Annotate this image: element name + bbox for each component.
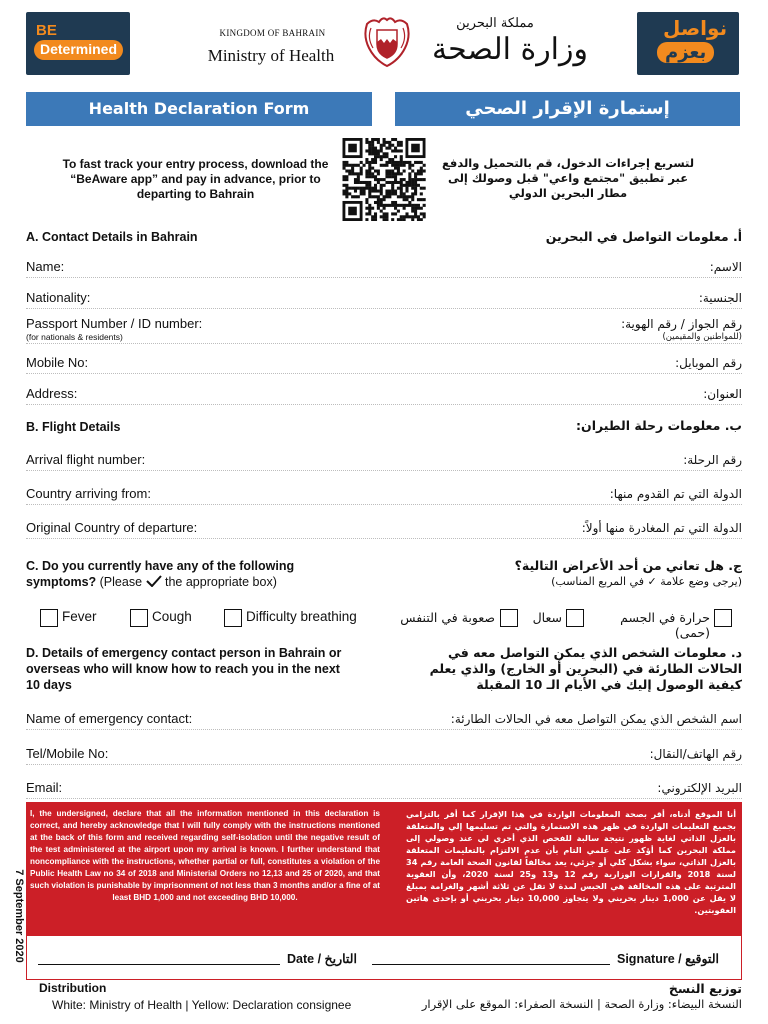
- arrival-flight-field[interactable]: [26, 451, 742, 471]
- be-logo-line1: BE: [36, 22, 57, 39]
- fever-label-en: Fever: [62, 609, 97, 624]
- be-logo-line2: Determined: [34, 40, 123, 60]
- declaration-text-ar: أنا الموقع أدناه، أقر بصحة المعلومات الواردة في هذا الإقرار كما أقر بالتزامي بجميع التعليمات الواردة في ظهر هذه الاستمارة والتي تم تسليمها إلي والمتعلقة بالعزل الذاتي لغاية ظهور نتيجة سالبة للفحص الذي أجري لي عند وصولي إلى مملكة البحرين كما أؤكد على علمي التام بأن عدم الالتزام بالتعليمات المتعلقة بالعزل الذاتي، سواء بشكل كلي أو جزئي، يعد مخالفاً لقانون الصحة العامة رقم 34 لسنة 2018 والقرارات الوزارية رقم 12 و13 و25 لسنة 2020، وأن العقوبة المترتبة على هذه المخالفة هي الحبس لمدة لا تقل عن ثلاثة أشهر والغرامة بمبلغ لا يقل عن 1,000 دينار بحريني ولا يتجاوز 10,000 دينار بحريني أو بإحدى هاتين العقوبتين.: [406, 809, 736, 915]
- emergency-tel-label-en: Tel/Mobile No:: [26, 746, 109, 761]
- arrival-flight-label-en: Arrival flight number:: [26, 452, 146, 467]
- address-field[interactable]: [26, 385, 742, 405]
- emergency-name-field[interactable]: [26, 710, 742, 730]
- mobile-label-ar: رقم الموبايل:: [675, 356, 742, 370]
- date-label: Date / التاريخ: [287, 952, 357, 966]
- be-determined-logo: [26, 12, 130, 75]
- date-line[interactable]: [38, 964, 280, 965]
- section-a-title-ar: أ. معلومات التواصل في البحرين: [545, 229, 742, 244]
- section-b-title-en: B. Flight Details: [26, 420, 121, 434]
- fasttrack-text-ar: لتسريع إجراءات الدخول، قم بالتحميل والدفع عبر تطبيق "مجتمع واعي" قبل وصولك إلى مطار البحرين الدولي: [441, 156, 695, 200]
- form-title-ar: إستمارة الإقرار الصحي: [395, 92, 740, 126]
- distribution-title-ar: توزيع النسخ: [668, 981, 742, 996]
- cough-checkbox[interactable]: [130, 609, 148, 627]
- address-label-en: Address:: [26, 386, 78, 401]
- section-d-title-ar: د. معلومات الشخص الذي يمكن التواصل معه في الحالات الطارئة في (البحرين أو الخارج) والذي يعلم كيفية الوصول إليك في الأيام الـ 10 المقبلة: [429, 645, 742, 692]
- nationality-label-en: Nationality:: [26, 290, 91, 305]
- ar-logo-line1: نواصل: [663, 16, 728, 40]
- section-d-title-en: D. Details of emergency contact person in Bahrain or overseas who will know how to reach you in the next 10 days: [26, 646, 342, 692]
- emergency-email-field[interactable]: [26, 779, 742, 799]
- difficulty-breathing-label-en: Difficulty breathing: [246, 609, 357, 624]
- ar-ministry-label: وزارة الصحة: [432, 32, 588, 67]
- breathing-label-ar: صعوبة في التنفس: [400, 610, 495, 625]
- nationality-field[interactable]: [26, 289, 742, 309]
- distribution-title-en: Distribution: [39, 981, 107, 995]
- signature-label: Signature / التوقيع: [617, 952, 719, 966]
- fasttrack-text-en: To fast track your entry process, download the “BeAware app” and pay in advance, prior to departing to Bahrain: [62, 157, 329, 201]
- nuwasil-bazm-logo: [637, 12, 739, 75]
- fever-checkbox-ar[interactable]: [714, 609, 732, 627]
- passport-sublabel-en: (for nationals & residents): [26, 332, 123, 342]
- difficulty-breathing-checkbox[interactable]: [224, 609, 242, 627]
- checkmark-icon: [146, 575, 162, 587]
- cough-label-ar: سعال: [532, 610, 562, 625]
- ar-kingdom-label: مملكة البحرين: [456, 16, 534, 31]
- qr-code-icon[interactable]: [340, 138, 428, 221]
- fever-label-ar: حرارة في الجسم (حمى): [620, 610, 710, 640]
- signature-line[interactable]: [372, 964, 610, 965]
- form-title-en: Health Declaration Form: [26, 92, 372, 126]
- origin-country-field[interactable]: [26, 519, 742, 539]
- origin-country-label-ar: الدولة التي تم المغادرة منها أولاً:: [581, 521, 742, 535]
- country-arriving-label-ar: الدولة التي تم القدوم منها:: [609, 487, 742, 501]
- mobile-label-en: Mobile No:: [26, 355, 89, 370]
- section-c-question-en: C. Do you currently have any of the following symptoms?: [26, 559, 295, 589]
- breathing-checkbox-ar[interactable]: [500, 609, 518, 627]
- section-c-note-ar: (يرجى وضع علامة ✓ في المربع المناسب): [551, 575, 742, 588]
- section-c-title-ar: ج. هل تعاني من أحد الأعراض التالية؟: [514, 558, 742, 573]
- cough-label-en: Cough: [152, 609, 192, 624]
- section-a-title-en: A. Contact Details in Bahrain: [26, 230, 198, 244]
- distribution-detail-ar: النسخة البيضاء: وزارة الصحة | النسخة الصفراء: الموقع على الإقرار: [421, 997, 742, 1011]
- section-c-title-en: [26, 558, 346, 590]
- emergency-email-label-en: Email:: [26, 780, 63, 795]
- country-arriving-field[interactable]: [26, 485, 742, 505]
- section-c-title-ar-block: [482, 558, 742, 590]
- passport-label-en: Passport Number / ID number:: [26, 316, 203, 331]
- nationality-label-ar: الجنسية:: [698, 291, 742, 305]
- arrival-flight-label-ar: رقم الرحلة:: [683, 453, 742, 467]
- emergency-name-label-ar: اسم الشخص الذي يمكن التواصل معه في الحالات الطارئة:: [450, 712, 742, 726]
- cough-checkbox-ar[interactable]: [566, 609, 584, 627]
- fever-checkbox[interactable]: [40, 609, 58, 627]
- address-label-ar: العنوان:: [703, 387, 742, 401]
- emergency-tel-label-ar: رقم الهاتف/النقال:: [649, 747, 742, 761]
- mobile-field[interactable]: [26, 354, 742, 374]
- passport-field[interactable]: [26, 314, 742, 344]
- section-b-title-ar: ب. معلومات رحلة الطيران:: [576, 418, 742, 433]
- side-date: 7 September 2020: [13, 869, 25, 963]
- emergency-email-label-ar: البريد الإلكتروني:: [657, 781, 742, 795]
- bahrain-emblem-icon: [361, 14, 413, 70]
- ar-logo-line2: بعزم: [657, 42, 714, 63]
- kingdom-label: KINGDOM OF BAHRAIN: [219, 28, 326, 38]
- passport-sublabel-ar: (للمواطنين والمقيمين): [662, 332, 742, 342]
- name-label-en: Name:: [26, 259, 65, 274]
- ministry-label: Ministry of Health: [207, 46, 335, 65]
- section-c-note-pre-en: (Please: [99, 575, 143, 589]
- name-field[interactable]: [26, 258, 742, 278]
- country-arriving-label-en: Country arriving from:: [26, 486, 151, 501]
- emergency-name-label-en: Name of emergency contact:: [26, 711, 193, 726]
- origin-country-label-en: Original Country of departure:: [26, 520, 198, 535]
- emergency-tel-field[interactable]: [26, 745, 742, 765]
- passport-label-ar: رقم الجواز / رقم الهوية:: [621, 317, 742, 331]
- section-c-note-post-en: the appropriate box): [165, 575, 277, 589]
- distribution-detail-en: White: Ministry of Health | Yellow: Declaration consignee: [52, 998, 352, 1012]
- name-label-ar: الاسم:: [709, 260, 742, 274]
- declaration-text-en: I, the undersigned, declare that all the information mentioned in this declaration is correct, and hereby acknowledge that I will fully comply with the instructions mentioned at the back of this form and received regarding self-isolation until the negative result of the test administered at the airport upon my arrival is known. I further understand that noncompliance with the instructions, whether partial or full, constitutes a violation of the Public Health Law no 34 of 2018 and Ministerial Orders no 12,13 and 25 of 2020, and that such violation is punishable by imprisonment of not less than 3 months and/or a fine of at least BHD 1,000 and not exceeding BHD 10,000.: [30, 809, 380, 902]
